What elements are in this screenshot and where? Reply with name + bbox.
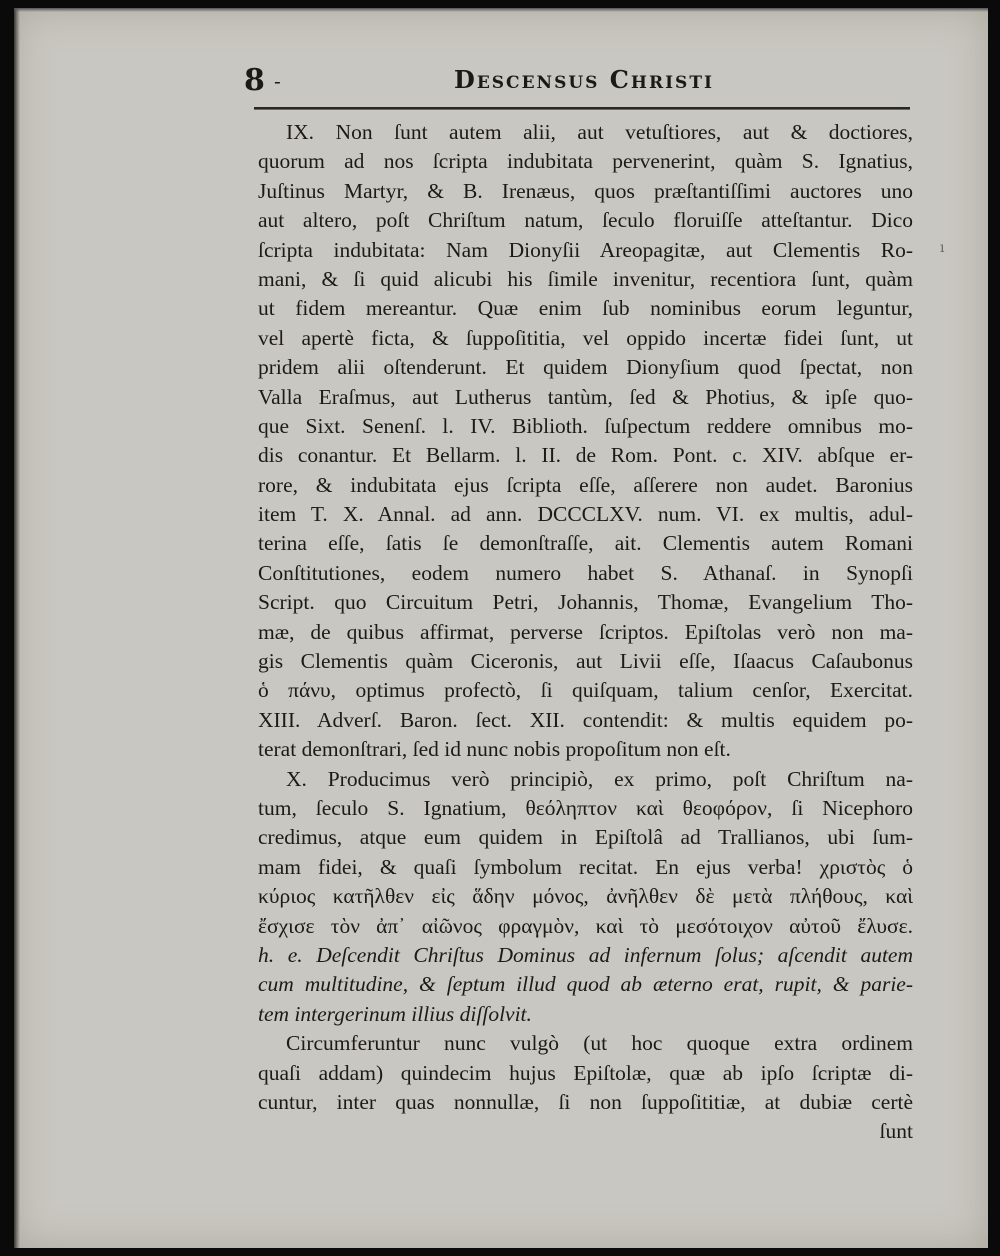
page-top-edge (14, 8, 988, 12)
text-line: mæ, de quibus affirmat, perverse ſcriptos. Epiſtolas verò non ma- (258, 619, 913, 644)
header-rule (254, 107, 910, 110)
text-line: Juſtinus Martyr, & B. Irenæus, quos præſtantiſſimi auctores uno (258, 178, 913, 203)
text-line: vel apertè ficta, & ſuppoſititia, vel oppido incertæ fidei ſunt, ut (258, 325, 913, 350)
text-line: cuntur, inter quas nonnullæ, ſi non ſuppoſititiæ, at dubiæ certè (258, 1089, 913, 1114)
page-number: 8 (244, 63, 265, 98)
text-line: terina eſſe, ſatis ſe demonſtraſſe, ait. Clementis autem Romani (258, 531, 913, 556)
text-line: mam fidei, & quaſi ſymbolum recitat. En ejus verba! χριστὸς ὁ (258, 854, 913, 879)
text-line: ſcripta indubitata: Nam Dionyſii Areopagitæ, aut Clementis Ro- (258, 237, 913, 262)
text-line: terat demonſtrari, ſed id nunc nobis propoſitum non eſt. (258, 737, 731, 762)
page-left-edge (14, 8, 20, 1248)
text-line: h. e. Deſcendit Chriſtus Dominus ad infernum ſolus; aſcendit autem (258, 942, 913, 967)
header-dash: - (274, 69, 281, 93)
running-title: Descensus Christi (454, 65, 714, 94)
text-line: Circumferuntur nunc vulgò (ut hoc quoque extra ordinem (286, 1031, 913, 1056)
text-line: gis Clementis quàm Ciceronis, aut Livii eſſe, Iſaacus Caſaubonus (258, 649, 913, 674)
text-line: Valla Eraſmus, aut Lutherus tantùm, ſed & Photius, & ipſe quo- (258, 384, 913, 409)
text-line: item T. X. Annal. ad ann. DCCCLXV. num. VI. ex multis, adul- (258, 502, 913, 527)
text-line: aut altero, poſt Chriſtum natum, ſeculo floruiſſe atteſtantur. Dico (258, 208, 913, 233)
text-line: ſunt (879, 1119, 913, 1144)
text-line: IX. Non ſunt autem alii, aut vetuſtiores, aut & doctiores, (286, 120, 913, 144)
text-line: dis conantur. Et Bellarm. l. II. de Rom. Pont. c. XIV. abſque er- (258, 443, 913, 468)
text-line: XIII. Adverſ. Baron. ſect. XII. contendit: & multis equidem po- (258, 707, 913, 732)
text-line: pridem alii oſtenderunt. Et quidem Dionyſium quod ſpectat, non (258, 355, 913, 380)
text-line: que Sixt. Senenſ. l. IV. Biblioth. ſuſpectum reddere omnibus mo- (258, 413, 913, 438)
margin-mark: ı (940, 240, 945, 256)
text-line: credimus, atque eum quidem in Epiſtolâ ad Trallianos, ubi ſum- (258, 825, 913, 850)
text-line: X. Producimus verò principiò, ex primo, poſt Chriſtum na- (286, 766, 913, 791)
text-line: κύριος κατῆλθεν εἰς ἅδην μόνος, ἀνῆλθεν δὲ μετὰ πλήθους, καὶ (258, 884, 913, 909)
text-line: tem intergerinum illius diſſolvit. (258, 1001, 532, 1026)
text-line: ἔσχισε τὸν ἀπ᾽ αἰῶνος φραγμὸν, καὶ τὸ μεσότοιχον αὐτοῦ ἔλυσε. (258, 913, 913, 938)
text-line: Script. quo Circuitum Petri, Johannis, Thomæ, Evangelium Tho- (258, 590, 913, 615)
text-line: cum multitudine, & ſeptum illud quod ab æterno erat, rupit, & parie- (258, 972, 913, 997)
body-text (258, 118, 913, 1147)
text-line: quaſi addam) quindecim hujus Epiſtolæ, quæ ab ipſo ſcriptæ di- (258, 1060, 913, 1085)
text-line: tum, ſeculo S. Ignatium, θεόληπτον καὶ θεοφόρον, ſi Nicephoro (258, 795, 913, 820)
text-line: mani, & ſi quid alicubi his ſimile invenitur, recentiora ſunt, quàm (258, 266, 913, 291)
text-line: quorum ad nos ſcripta indubitata pervenerint, quàm S. Ignatius, (258, 149, 913, 174)
text-line: rore, & indubitata ejus ſcripta eſſe, aſſerere non audet. Baronius (258, 472, 913, 497)
text-line: ὁ πάνυ, optimus profectò, ſi quiſquam, talium cenſor, Exercitat. (258, 678, 913, 703)
text-line: ut fidem mereantur. Quæ enim ſub nominibus eorum leguntur, (258, 296, 913, 321)
page-header (244, 63, 914, 97)
text-line: Conſtitutiones, eodem numero habet S. Athanaſ. in Synopſi (258, 560, 913, 585)
